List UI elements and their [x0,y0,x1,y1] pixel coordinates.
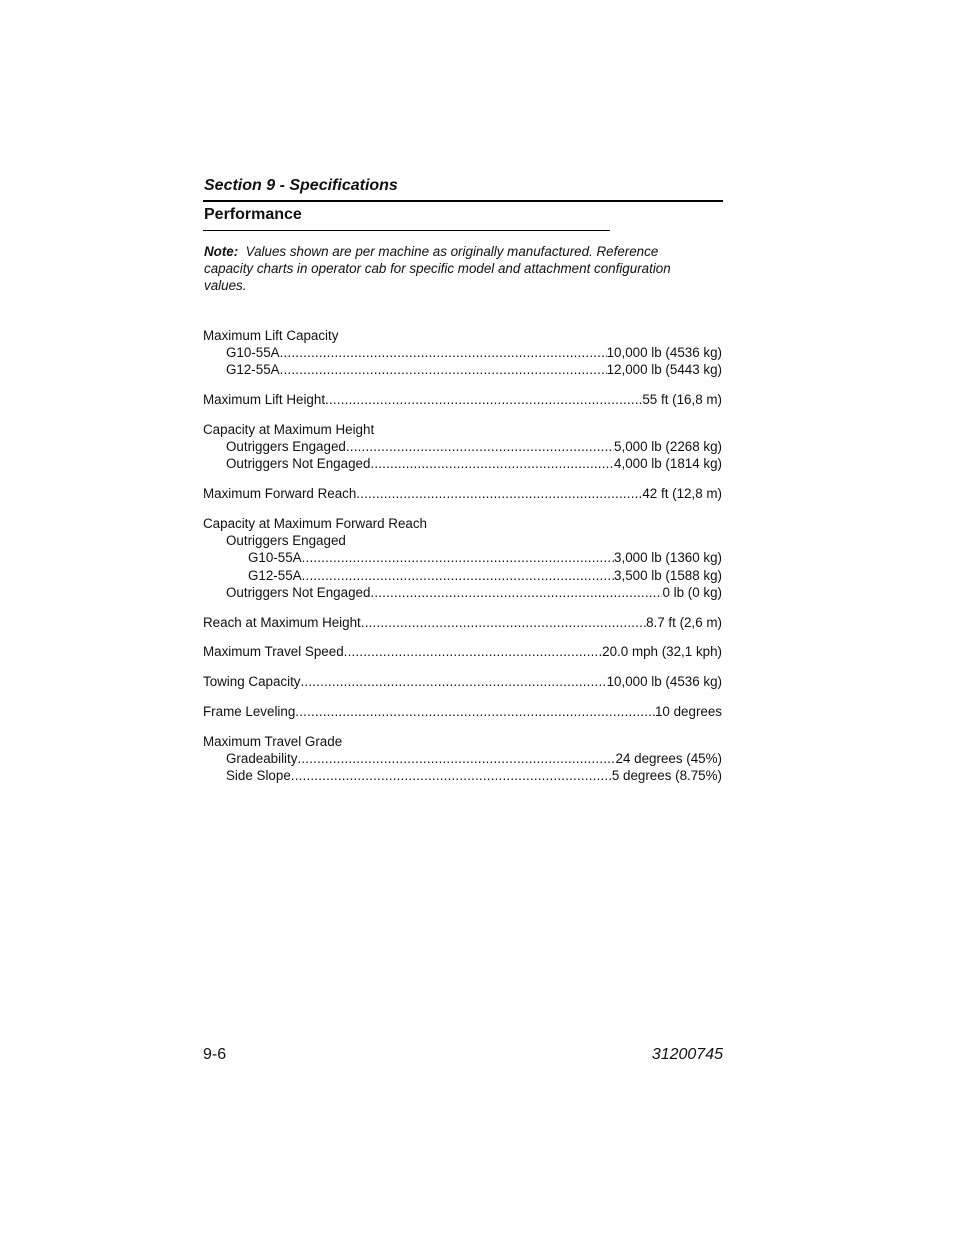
spec-row [203,361,722,378]
spec-value: 10 degrees [654,704,722,719]
spec-value: 5 degrees (8.75%) [611,768,722,784]
note-text: Values shown are per machine as originally manufactured. Reference capacity charts in operator cab for specific model and attachment configuration values. [204,244,671,293]
spec-value: 10,000 lb (4536 kg) [606,674,722,690]
specifications-list [203,327,722,797]
spec-label: Towing Capacity [203,674,301,690]
spec-group-capacity-max-height [203,421,722,473]
spec-label: Maximum Forward Reach [203,486,357,502]
dot-leader [344,643,603,660]
dot-leader [325,391,642,408]
spec-row [203,391,722,408]
spec-label: Reach at Maximum Height [203,614,361,630]
document-number: 31200745 [651,1046,723,1063]
spec-row [203,549,722,566]
note-label: Note: [204,244,239,259]
spec-row [203,567,722,584]
spec-value: 3,000 lb (1360 kg) [614,550,722,566]
spec-label: G12-55A [226,362,280,378]
dot-leader [295,703,655,720]
section-title: Section 9 - Specifications [204,177,398,194]
spec-group-max-travel-speed [203,643,722,660]
spec-row [203,344,722,361]
spec-label: Gradeability [226,751,298,766]
spec-label: G10-55A [248,550,302,566]
spec-label: Maximum Lift Height [203,392,326,408]
spec-row [203,643,722,660]
spec-value: 20.0 mph (32,1 kph) [602,644,722,660]
dot-leader [301,673,607,690]
spec-value: 55 ft (16,8 m) [642,392,722,408]
dot-leader [361,614,646,631]
spec-group-reach-max-height [203,614,722,631]
subsection-title: Performance [204,206,302,223]
spec-label: Maximum Travel Speed [203,644,344,660]
spec-heading: Capacity at Maximum Height [203,422,375,437]
spec-label: G10-55A [226,345,280,361]
spec-value: 8.7 ft (2,6 m) [646,614,722,630]
spec-subheading: Outriggers Engaged [226,533,346,549]
spec-row [203,703,722,720]
page-number: 9-6 [203,1046,227,1063]
section-divider [203,200,723,202]
spec-label: Outriggers Not Engaged [226,456,371,472]
spec-row [203,673,722,690]
dot-leader [370,455,614,472]
spec-group-capacity-max-forward-reach [203,515,722,601]
spec-group-max-lift-height [203,391,722,408]
spec-label: Side Slope [226,768,291,784]
dot-leader [297,750,615,767]
spec-group-towing-capacity [203,673,722,690]
note-paragraph [204,243,709,294]
dot-leader [280,344,607,361]
spec-value: 4,000 lb (1814 kg) [614,456,722,472]
spec-row [203,438,722,455]
spec-row [203,485,722,502]
dot-leader [291,767,612,784]
spec-value: 3,500 lb (1588 kg) [614,567,722,583]
spec-value: 24 degrees (45%) [615,751,722,766]
spec-group-max-lift-capacity [203,327,722,379]
spec-value: 42 ft (12,8 m) [642,486,722,502]
dot-leader [302,549,614,566]
dot-leader [302,567,614,584]
spec-value: 12,000 lb (5443 kg) [606,362,722,378]
spec-value: 0 lb (0 kg) [662,584,722,600]
dot-leader [356,485,642,502]
spec-heading: Maximum Lift Capacity [203,328,339,343]
spec-value: 10,000 lb (4536 kg) [606,345,722,361]
spec-group-max-forward-reach [203,485,722,502]
spec-heading: Maximum Travel Grade [203,733,343,749]
spec-label: Outriggers Engaged [226,439,346,455]
spec-row [203,767,722,784]
spec-row [203,614,722,631]
spec-group-frame-leveling [203,703,722,720]
spec-row [203,584,722,601]
dot-leader [280,361,607,378]
spec-label: Outriggers Not Engaged [226,584,371,600]
dot-leader [370,584,662,601]
spec-group-max-travel-grade [203,733,722,785]
spec-value: 5,000 lb (2268 kg) [614,439,722,455]
spec-row [203,455,722,472]
spec-row [203,750,722,767]
subsection-divider [203,230,610,231]
spec-label: Frame Leveling [203,704,296,719]
spec-label: G12-55A [248,567,302,583]
spec-heading: Capacity at Maximum Forward Reach [203,516,427,531]
dot-leader [346,438,614,455]
